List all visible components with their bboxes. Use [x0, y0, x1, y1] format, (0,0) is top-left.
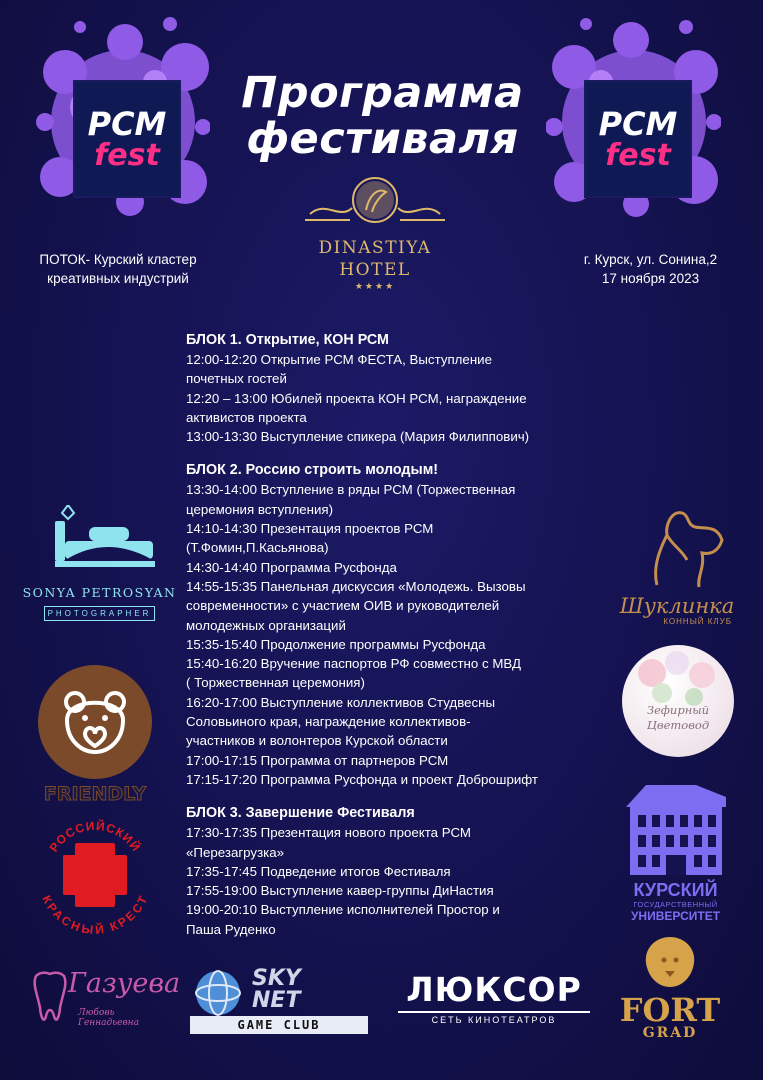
program-line: почетных гостей: [186, 371, 287, 387]
bear-icon: [55, 682, 135, 762]
ornament-crest-icon: [300, 170, 450, 232]
program-line: 16:20-17:00 Выступление коллективов Студвесны: [186, 694, 496, 710]
program-line: 15:40-16:20 Вручение паспортов РФ совместно с МВД: [186, 656, 521, 672]
rsm-fest-logo-right: [546, 12, 721, 217]
friendly-logo: [35, 665, 155, 805]
program-line: 17:30-17:35 Презентация нового проекта РСМ: [186, 825, 472, 841]
program-line: 14:10-14:30 Презентация проектов РСМ: [186, 521, 434, 537]
skynet-game-club: GAME CLUB: [190, 1016, 368, 1034]
program-line: молодежных организаций: [186, 617, 346, 633]
program-line: 15:35-15:40 Продолжение программы Русфонда: [186, 636, 486, 652]
flowers-icon: [622, 645, 734, 757]
block-title: БЛОК 1. Открытие, КОН РСМ: [186, 332, 389, 348]
program-list: [186, 330, 606, 953]
program-line: 14:55-15:35 Панельная дискуссия «Молодежь. Вызовы: [186, 578, 526, 594]
red-cross-bottom-text: КРАСНЫЙ КРЕСТ: [39, 893, 151, 935]
red-cross-top-text: РОССИЙСКИЙ: [46, 818, 144, 855]
luxor-logo: [398, 972, 590, 1032]
program-line: «Перезагрузка»: [186, 844, 285, 860]
block-title: БЛОК 3. Завершение Фестиваля: [186, 805, 415, 822]
luxor-text: ЛЮКСОР: [406, 970, 582, 1009]
fortgrad-logo: [610, 935, 730, 1045]
program-block-3: [186, 803, 606, 939]
program-line: 17:55-19:00 Выступление кавер-группы ДиНастия: [186, 883, 494, 899]
globe-icon: [190, 968, 250, 1018]
rsm-text: РСМ: [598, 105, 678, 143]
program-line: 14:30-14:40 Программа Русфонда: [186, 559, 397, 575]
program-line: активистов проекта: [186, 409, 307, 425]
program-line: (Т.Фомин,П.Касьянова): [186, 540, 329, 556]
venue-address: г. Курск, ул. Сонина,2: [583, 252, 718, 267]
program-line: 17:00-17:15 Программа от партнеров РСМ: [186, 752, 449, 768]
shuklinka-logo: [612, 505, 742, 625]
friendly-text: FRIENDLY: [43, 783, 147, 805]
zefir-text-2: Цветовод: [646, 718, 710, 732]
program-line: 13:00-13:30 Выступление спикера (Мария Филиппович): [186, 429, 530, 445]
gazueva-text: Газуева: [68, 968, 181, 999]
organizer-line-1: ПОТОК- Курский кластер: [39, 252, 197, 267]
program-line: 17:15-17:20 Программа Русфонда и проект Доброшрифт: [186, 771, 539, 787]
program-line: 12:00-12:20 Открытие РСМ ФЕСТА, Выступление: [186, 352, 492, 367]
shuklinka-sub: КОННЫЙ КЛУБ: [663, 617, 732, 626]
grad-text: GRAD: [642, 1025, 698, 1041]
luxor-subtext: СЕТЬ КИНОТЕАТРОВ: [398, 1011, 590, 1025]
gazueva-subtext: Любовь Геннадьевна: [78, 1008, 139, 1028]
dinastiya-hotel-logo: [300, 170, 450, 300]
program-line: Паша Руденко: [186, 921, 276, 937]
hotel-stars: ★★★★: [354, 281, 396, 291]
university-building-icon: [626, 775, 726, 875]
kursk-university-logo: [623, 775, 728, 935]
sonya-petrosyan-logo: [22, 505, 177, 630]
bed-camera-icon: [37, 505, 162, 580]
title-line-2: фестиваля: [246, 114, 519, 164]
lion-icon: [640, 935, 700, 990]
hotel-name-2: HOTEL: [339, 260, 411, 280]
red-cross-logo: [35, 815, 155, 935]
program-line: 19:00-20:10 Выступление исполнителей Простор и: [186, 902, 500, 918]
program-line: Соловьиного края, награждение коллективов-: [186, 714, 471, 730]
fest-text: fest: [605, 138, 671, 173]
program-line: ( Торжественная церемония): [186, 675, 365, 691]
program-line: 13:30-14:00 Вступление в ряды РСМ (Торжественная: [186, 482, 516, 498]
rsm-fest-badge: [75, 82, 179, 196]
title-line-1: Программа: [241, 68, 524, 118]
zefirny-cvetovod-logo: [622, 645, 734, 757]
rsm-text: РСМ: [87, 105, 167, 143]
event-date: 17 ноября 2023: [601, 271, 700, 286]
shuklinka-text: Шуклинка: [619, 594, 735, 618]
sonya-name: SONYA PETROSYAN: [22, 585, 177, 600]
program-block-2: [186, 460, 606, 789]
sonya-sub: PHOTOGRAPHER: [44, 606, 155, 621]
kgu-text-1: КУРСКИЙ: [633, 880, 718, 900]
program-line: церемония вступления): [186, 501, 334, 517]
red-cross-icon: [35, 815, 155, 935]
rsm-fest-logo-left: [35, 12, 210, 217]
program-line: 17:35-17:45 Подведение итогов Фестиваля: [186, 863, 451, 879]
program-line: современности» с участием ОИВ и руководителей: [186, 598, 500, 614]
program-line: 12:20 – 13:00 Юбилей проекта КОН РСМ, награждение: [186, 390, 527, 406]
venue-info: [548, 250, 753, 288]
kgu-text-3: УНИВЕРСИТЕТ: [630, 909, 721, 923]
organizer-info: [18, 250, 218, 288]
organizer-line-2: креативных индустрий: [47, 271, 189, 286]
fort-text: FORT: [619, 991, 721, 1029]
program-line: участников и волонтеров Курской области: [186, 733, 448, 749]
skynet-logo: [190, 968, 368, 1036]
hotel-name-1: DINASTIYA: [318, 238, 432, 258]
zefir-text-1: Зефирный: [646, 703, 710, 717]
tooth-icon: [30, 968, 70, 1028]
horse-icon: [627, 505, 727, 590]
kgu-text-2: ГОСУДАРСТВЕННЫЙ: [633, 900, 718, 909]
skynet-text-2: NET: [252, 988, 301, 1013]
fest-text: fest: [94, 138, 160, 173]
page-title: [200, 70, 565, 162]
gazueva-logo: [30, 960, 181, 1035]
skynet-text-1: SKY: [252, 966, 301, 991]
rsm-fest-badge: [586, 82, 690, 196]
block-title: БЛОК 2. Россию строить молодым!: [186, 462, 439, 479]
program-block-1: [186, 330, 606, 446]
